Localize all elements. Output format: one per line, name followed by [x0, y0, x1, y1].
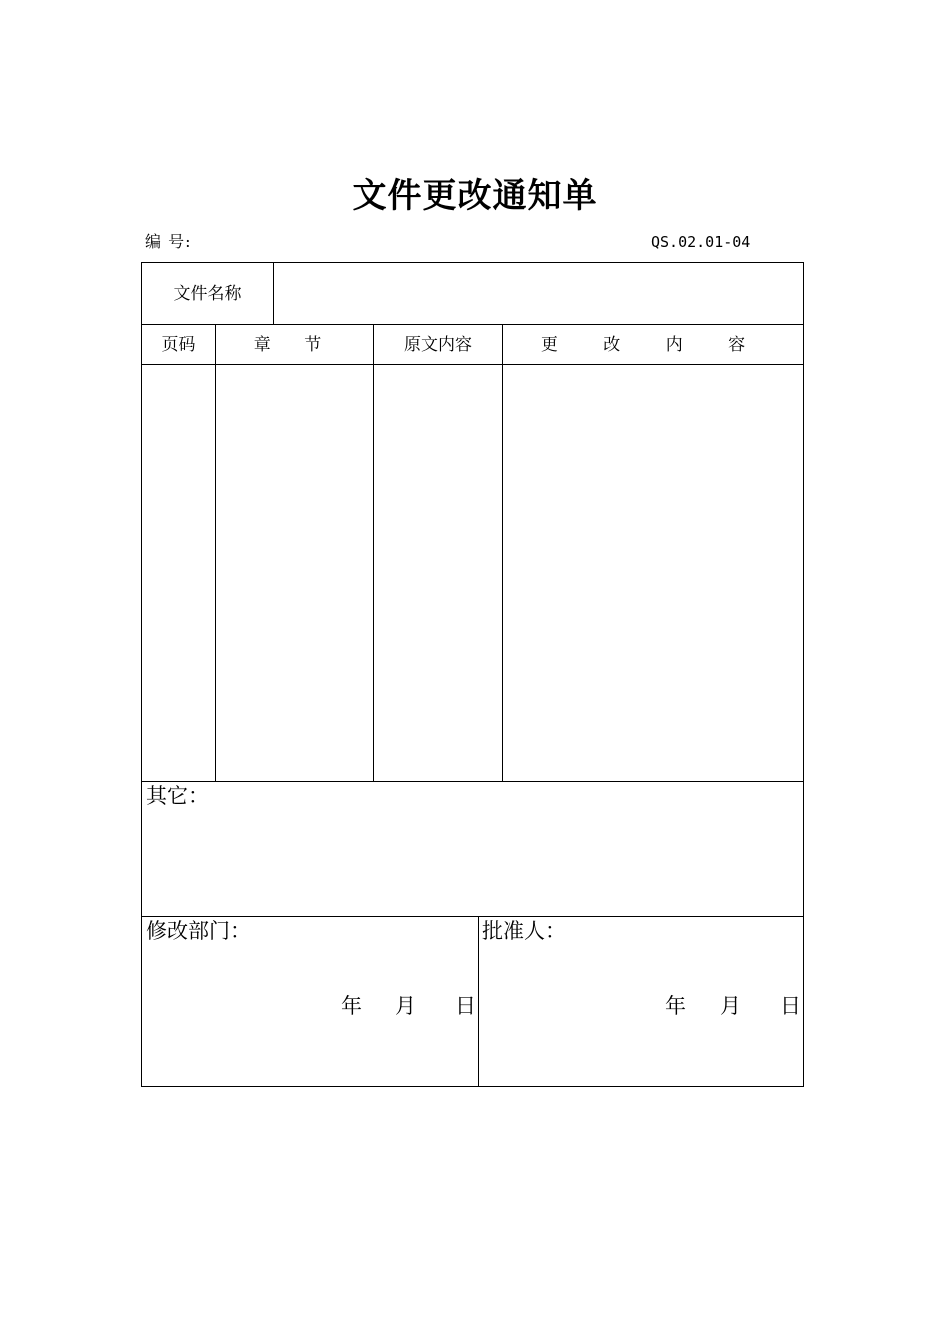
column-header-original: 原文内容 [404, 335, 472, 355]
other-label: 其它： [146, 784, 209, 808]
column-divider [502, 324, 503, 781]
file-name-field[interactable] [274, 263, 803, 324]
change-notice-form [141, 262, 804, 1087]
row-divider [142, 324, 803, 325]
column-header-section: 章 节 [253, 335, 336, 355]
department-date-year: 年 [341, 994, 362, 1018]
row-divider [142, 781, 803, 782]
approver-date-month: 月 [720, 994, 741, 1018]
modifying-department-label: 修改部门： [146, 919, 251, 943]
row-divider [142, 916, 803, 917]
approver-label: 批准人： [482, 919, 566, 943]
column-divider [478, 916, 479, 1086]
column-divider [373, 324, 374, 781]
column-header-page: 页码 [161, 335, 196, 355]
document-code-label: 编 号: [145, 232, 192, 251]
document-title: 文件更改通知单 [352, 176, 598, 216]
department-date-day: 日 [455, 994, 476, 1018]
column-divider [215, 324, 216, 781]
column-header-changes: 更 改 内 容 [540, 335, 766, 355]
approver-date-day: 日 [780, 994, 801, 1018]
department-date-month: 月 [395, 994, 416, 1018]
document-code-value: QS.02.01-04 [651, 233, 751, 251]
row-divider [142, 364, 803, 365]
approver-date-year: 年 [665, 994, 686, 1018]
file-name-label: 文件名称 [173, 284, 242, 304]
